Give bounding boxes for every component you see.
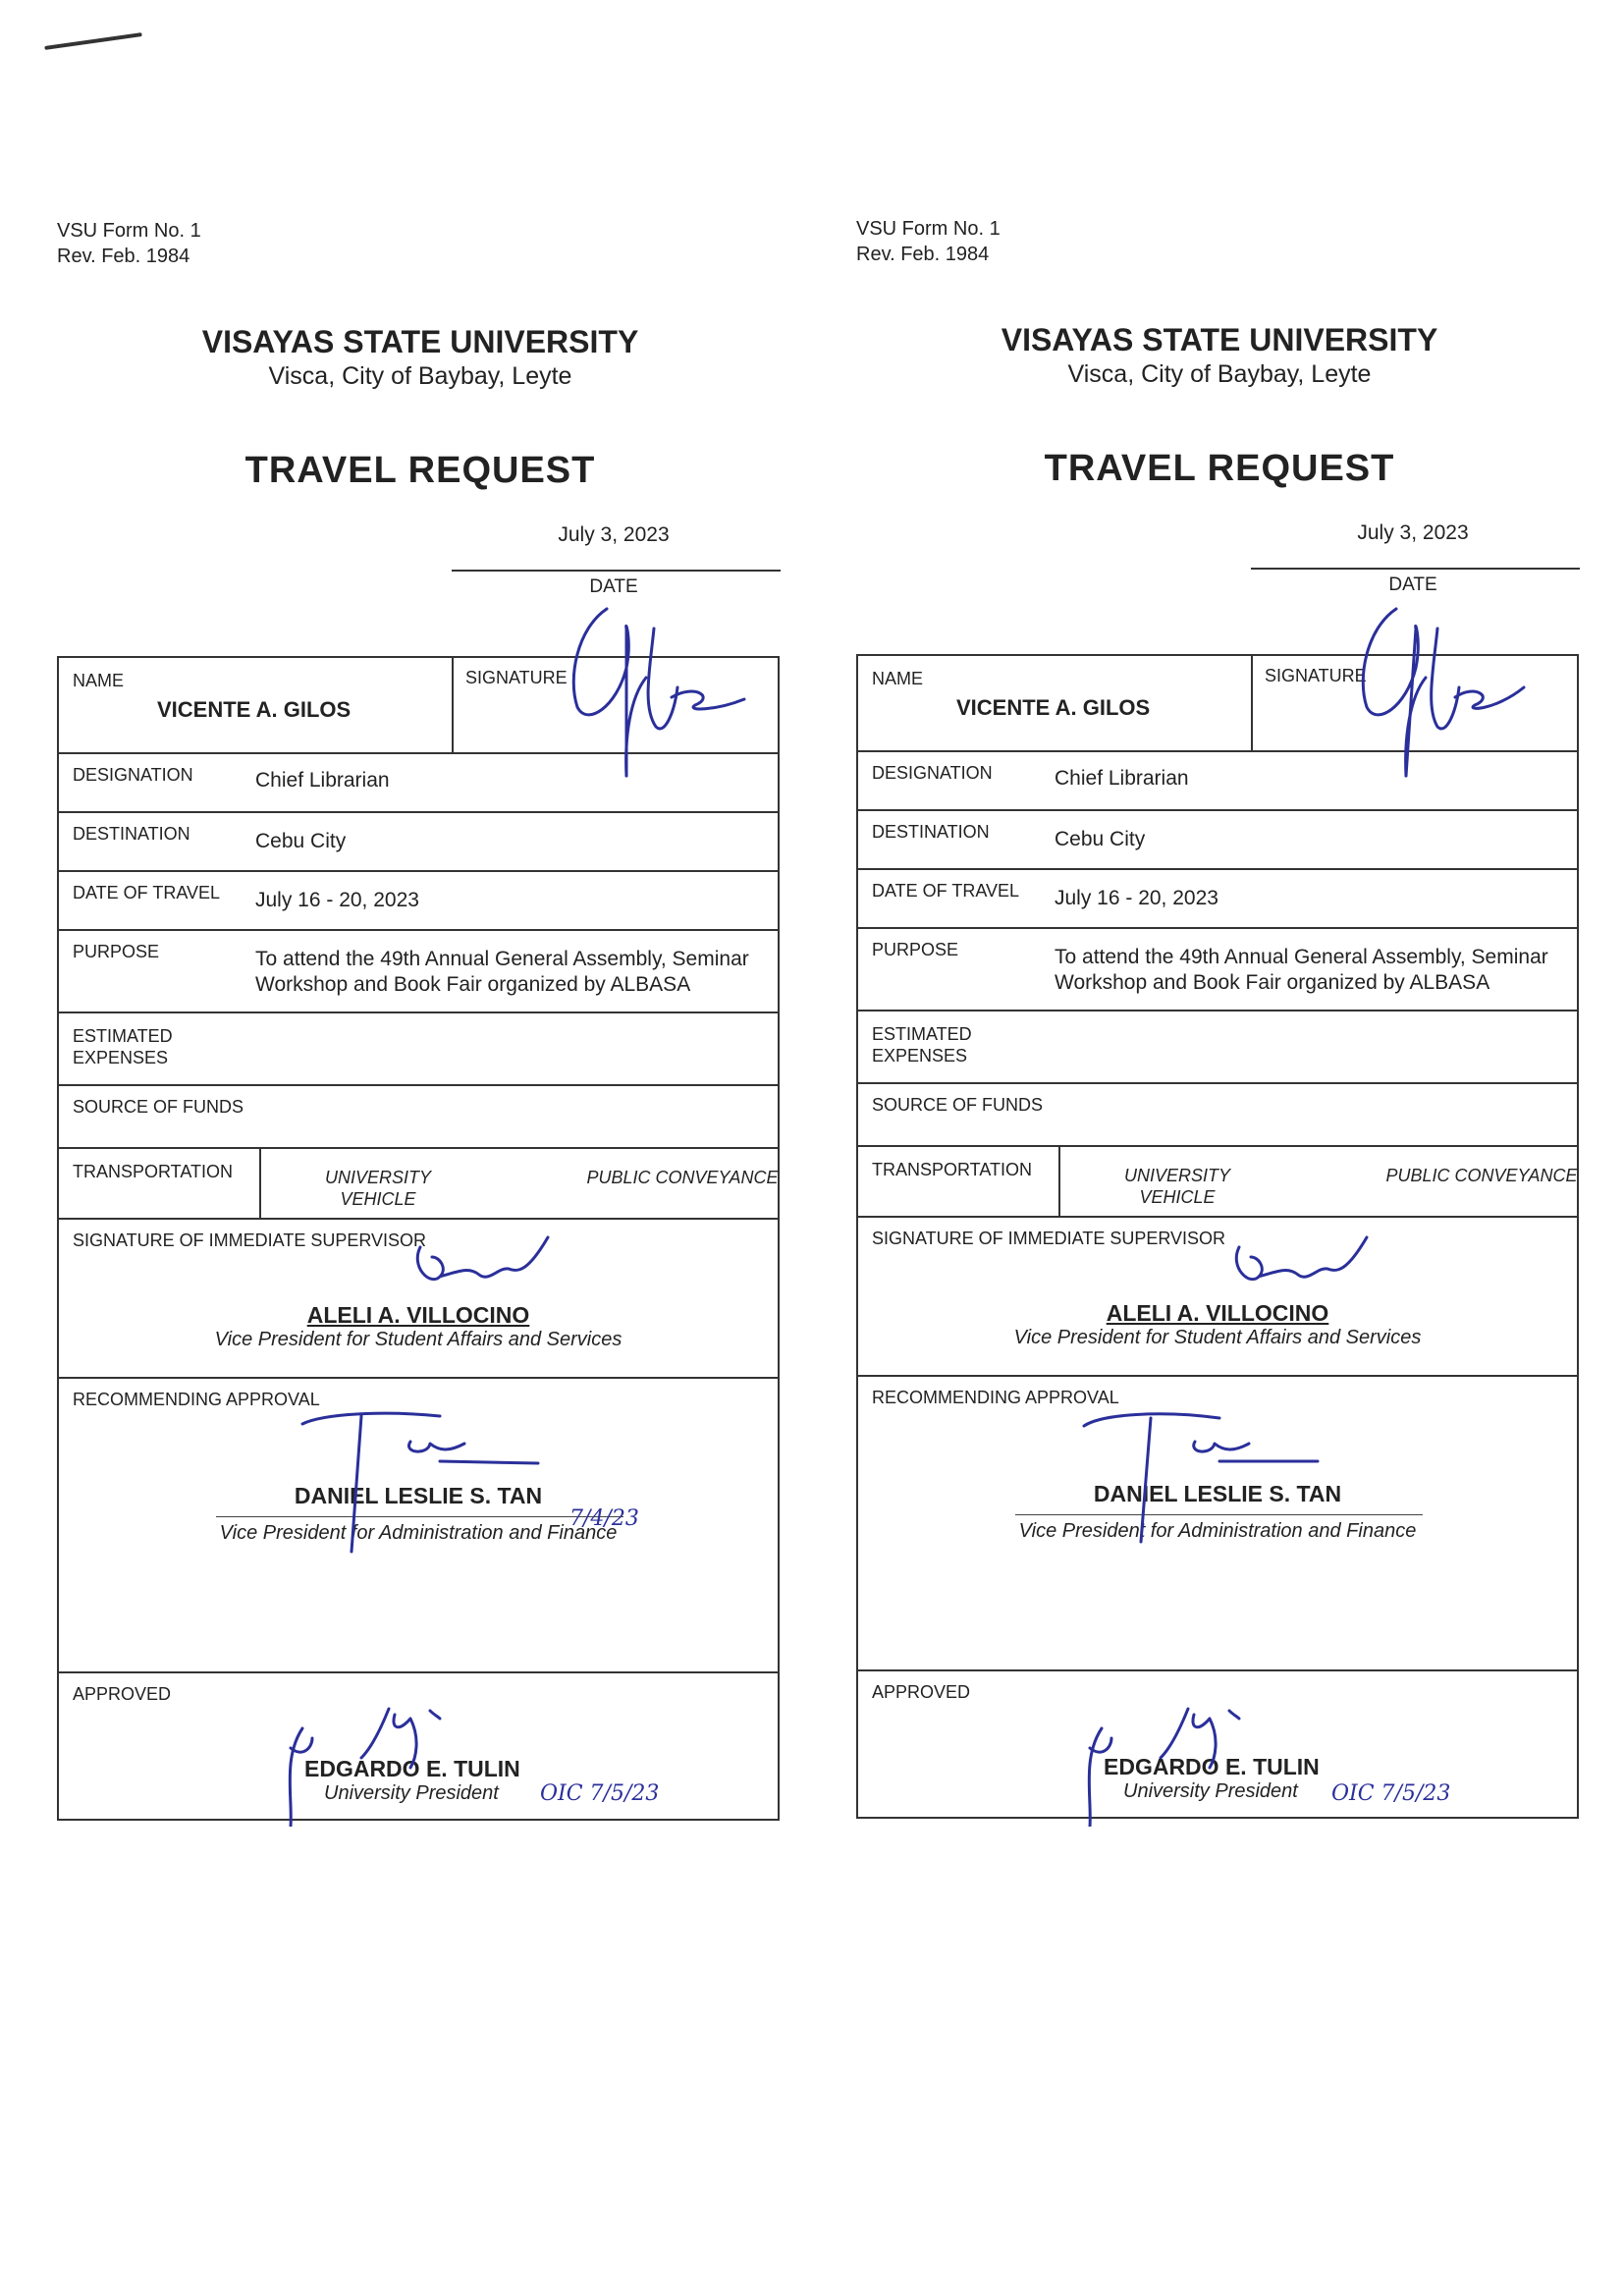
approved-title: University President: [1123, 1780, 1298, 1802]
purpose-label: PURPOSE: [73, 942, 160, 961]
designation-value: Chief Librarian: [1055, 767, 1189, 790]
estimated-expenses-row: [858, 1010, 1577, 1082]
approved-name: EDGARDO E. TULIN: [1104, 1754, 1320, 1779]
destination-row: [858, 809, 1577, 868]
approved-label: APPROVED: [872, 1682, 971, 1702]
handwritten-date-recommending: 7/4/23: [569, 1506, 639, 1531]
approved-label: APPROVED: [73, 1684, 172, 1704]
approved-title: University President: [324, 1782, 499, 1804]
date-of-travel-value: July 16 - 20, 2023: [1055, 887, 1218, 909]
designation-row: [858, 750, 1577, 809]
supervisor-row: [858, 1216, 1577, 1375]
date-label: DATE: [589, 576, 638, 597]
supervisor-title: Vice President for Student Affairs and Services: [1013, 1327, 1422, 1348]
designation-value: Chief Librarian: [255, 769, 390, 792]
recommending-block: [59, 1483, 778, 1509]
approved-block: [304, 1756, 520, 1805]
purpose-line-1: To attend the 49th Annual General Assembly, Seminar: [255, 948, 749, 970]
recommending-title: Vice President for Administration and Finance: [1018, 1520, 1417, 1542]
estimated-expenses-label: ESTIMATED EXPENSES: [73, 1026, 173, 1067]
destination-value: Cebu City: [1055, 828, 1146, 850]
university-name: VISAYAS STATE UNIVERSITY: [1001, 322, 1438, 357]
signature-label: SIGNATURE: [465, 668, 568, 687]
purpose-row: [858, 927, 1577, 1010]
travel-request-form-right: [856, 0, 1583, 1846]
date-line: [1251, 568, 1580, 570]
name-signature-divider: [1251, 656, 1253, 750]
date-of-travel-label: DATE OF TRAVEL: [73, 883, 221, 902]
purpose-value: [1055, 945, 1548, 996]
supervisor-label: SIGNATURE OF IMMEDIATE SUPERVISOR: [73, 1230, 427, 1250]
form-number: VSU Form No. 1: [57, 220, 201, 242]
recommending-title: Vice President for Administration and Finance: [219, 1522, 618, 1544]
recommending-rule: [1015, 1514, 1423, 1515]
form-number-block: [57, 218, 201, 269]
handwritten-date-approved: OIC 7/5/23: [540, 1781, 660, 1806]
approved-block: [1104, 1754, 1320, 1803]
date-value: July 3, 2023: [558, 523, 670, 546]
purpose-line-2: Workshop and Book Fair organized by ALBASA: [255, 973, 691, 996]
purpose-value: [255, 947, 749, 998]
source-of-funds-row: [858, 1082, 1577, 1145]
name-value: VICENTE A. GILOS: [157, 697, 352, 722]
signature-label: SIGNATURE: [1265, 666, 1367, 685]
name-signature-divider: [452, 658, 454, 752]
date-value: July 3, 2023: [1357, 521, 1469, 544]
supervisor-title: Vice President for Student Affairs and Services: [214, 1329, 623, 1350]
transport-option-university-vehicle: UNIVERSITY VEHICLE: [324, 1168, 432, 1209]
travel-request-form-left: [57, 0, 784, 1846]
transportation-label: TRANSPORTATION: [73, 1162, 234, 1181]
supervisor-block: [59, 1302, 778, 1351]
approved-row: [858, 1669, 1577, 1817]
form-number-block: [856, 216, 1001, 267]
approved-name: EDGARDO E. TULIN: [304, 1756, 520, 1781]
recommending-title-block: [858, 1520, 1577, 1543]
name-row: [59, 658, 778, 752]
form-revision: Rev. Feb. 1984: [57, 246, 190, 267]
recommending-title-block: [59, 1522, 778, 1545]
date-line: [452, 570, 781, 572]
transportation-row: [59, 1147, 778, 1218]
destination-value: Cebu City: [255, 830, 347, 852]
form-title: TRAVEL REQUEST: [244, 450, 596, 491]
supervisor-label: SIGNATURE OF IMMEDIATE SUPERVISOR: [872, 1229, 1226, 1248]
recommending-approval-row: [59, 1377, 778, 1671]
supervisor-block: [858, 1300, 1577, 1349]
approved-row: [59, 1671, 778, 1819]
transport-option-public-conveyance: PUBLIC CONVEYANCE: [1385, 1166, 1578, 1185]
transportation-row: [858, 1145, 1577, 1216]
purpose-label: PURPOSE: [872, 940, 959, 959]
date-of-travel-row: [858, 868, 1577, 927]
destination-label: DESTINATION: [872, 822, 990, 842]
transport-option-public-conveyance: PUBLIC CONVEYANCE: [586, 1168, 779, 1187]
name-value: VICENTE A. GILOS: [956, 695, 1151, 720]
designation-label: DESIGNATION: [73, 765, 193, 785]
destination-label: DESTINATION: [73, 824, 190, 844]
university-name: VISAYAS STATE UNIVERSITY: [201, 324, 639, 359]
handwritten-date-approved: OIC 7/5/23: [1331, 1781, 1451, 1806]
name-row: [858, 656, 1577, 750]
source-of-funds-label: SOURCE OF FUNDS: [872, 1095, 1044, 1115]
source-of-funds-label: SOURCE OF FUNDS: [73, 1097, 244, 1117]
supervisor-name: ALELI A. VILLOCINO: [306, 1302, 530, 1328]
estimated-expenses-row: [59, 1011, 778, 1084]
purpose-line-1: To attend the 49th Annual General Assembly, Seminar: [1055, 946, 1548, 968]
request-table: [856, 654, 1579, 1819]
form-revision: Rev. Feb. 1984: [856, 244, 990, 265]
university-address: Visca, City of Baybay, Leyte: [1067, 360, 1372, 388]
recommending-block: [858, 1481, 1577, 1507]
purpose-line-2: Workshop and Book Fair organized by ALBASA: [1055, 971, 1490, 994]
designation-row: [59, 752, 778, 811]
source-of-funds-row: [59, 1084, 778, 1147]
destination-row: [59, 811, 778, 870]
transportation-label: TRANSPORTATION: [872, 1160, 1033, 1179]
form-title: TRAVEL REQUEST: [1044, 448, 1395, 489]
recommending-approval-row: [858, 1375, 1577, 1669]
date-label: DATE: [1388, 574, 1437, 595]
recommending-approval-label: RECOMMENDING APPROVAL: [73, 1390, 320, 1409]
purpose-row: [59, 929, 778, 1011]
supervisor-name: ALELI A. VILLOCINO: [1106, 1300, 1329, 1326]
recommending-rule: [216, 1516, 623, 1517]
recommending-name: DANIEL LESLIE S. TAN: [1093, 1481, 1342, 1506]
request-table: [57, 656, 780, 1821]
recommending-approval-label: RECOMMENDING APPROVAL: [872, 1388, 1119, 1407]
name-label: NAME: [73, 671, 125, 690]
designation-label: DESIGNATION: [872, 763, 993, 783]
form-number: VSU Form No. 1: [856, 218, 1001, 240]
transportation-divider: [1058, 1147, 1060, 1216]
date-of-travel-value: July 16 - 20, 2023: [255, 889, 419, 911]
transportation-divider: [259, 1149, 261, 1218]
date-of-travel-row: [59, 870, 778, 929]
recommending-name: DANIEL LESLIE S. TAN: [294, 1483, 543, 1508]
transport-option-university-vehicle: UNIVERSITY VEHICLE: [1123, 1166, 1231, 1207]
estimated-expenses-label: ESTIMATED EXPENSES: [872, 1024, 972, 1066]
date-of-travel-label: DATE OF TRAVEL: [872, 881, 1020, 901]
supervisor-row: [59, 1218, 778, 1377]
university-address: Visca, City of Baybay, Leyte: [268, 362, 572, 390]
name-label: NAME: [872, 669, 924, 688]
